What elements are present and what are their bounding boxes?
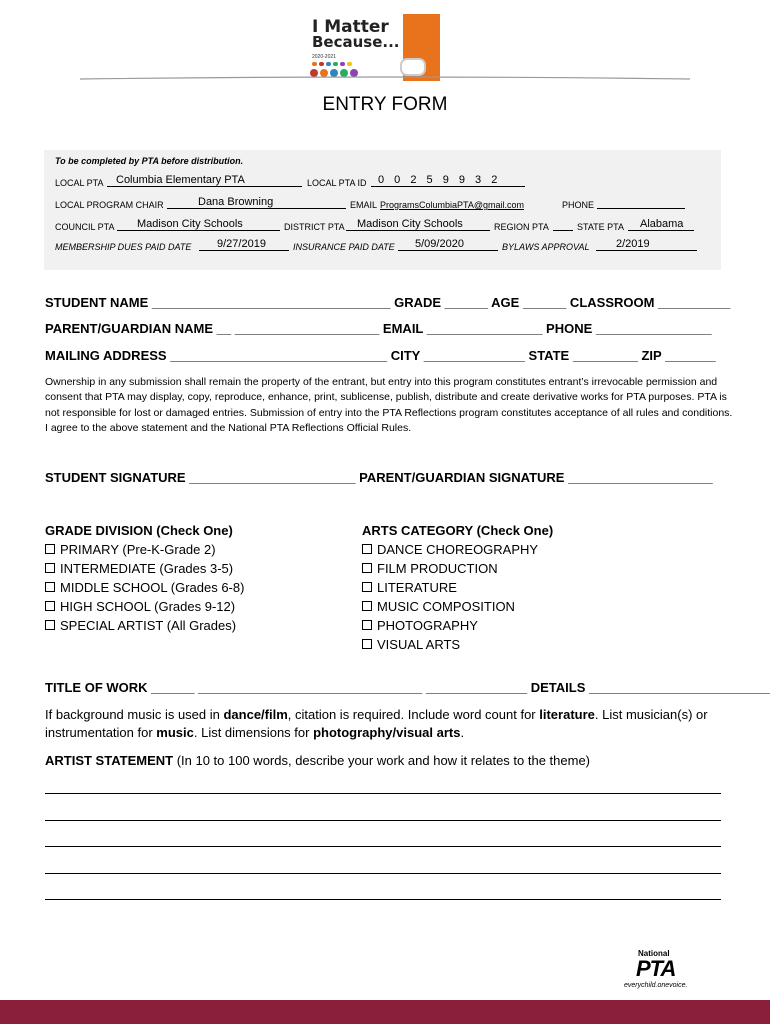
insurance-label: INSURANCE PAID DATE	[293, 242, 395, 252]
program-chair-underline	[167, 208, 346, 209]
arts-option[interactable]: PHOTOGRAPHY	[362, 618, 478, 633]
grade-division-heading: GRADE DIVISION (Check One)	[45, 523, 233, 538]
glasses-icon	[400, 58, 426, 76]
email-label: EMAIL	[350, 200, 378, 210]
logo-pta: PTA	[636, 956, 676, 981]
region-pta-label: REGION PTA	[494, 222, 549, 232]
checkbox-icon[interactable]	[362, 620, 372, 630]
district-pta-label: DISTRICT PTA	[284, 222, 345, 232]
district-pta-underline	[346, 230, 490, 231]
statement-line[interactable]	[45, 873, 721, 874]
local-pta-id-label: LOCAL PTA ID	[307, 178, 367, 188]
banner-color-dots	[312, 62, 362, 66]
state-pta-underline	[628, 230, 694, 231]
theme-banner	[303, 14, 440, 81]
checkbox-icon[interactable]	[362, 582, 372, 592]
artist-statement-hint: (In 10 to 100 words, describe your work and how it relates to the theme)	[173, 753, 591, 768]
program-chair-label: LOCAL PROGRAM CHAIR	[55, 200, 164, 210]
artist-statement-label: ARTIST STATEMENT	[45, 753, 174, 768]
pta-instruction: To be completed by PTA before distribution.	[55, 156, 244, 166]
arts-option[interactable]: LITERATURE	[362, 580, 457, 595]
grade-option[interactable]: MIDDLE SCHOOL (Grades 6-8)	[45, 580, 244, 595]
bylaws-label: BYLAWS APPROVAL	[502, 242, 590, 252]
insurance-underline	[398, 250, 498, 251]
grade-option[interactable]: SPECIAL ARTIST (All Grades)	[45, 618, 236, 633]
artist-statement-prompt	[45, 752, 590, 770]
dues-underline	[199, 250, 289, 251]
page-title: ENTRY FORM	[322, 94, 448, 115]
header-divider	[80, 76, 690, 80]
banner-line-1: I Matter	[312, 17, 389, 37]
banner-year: 2020-2021	[312, 54, 336, 60]
local-pta-value[interactable]: Columbia Elementary PTA	[116, 174, 245, 186]
program-chair-value[interactable]: Dana Browning	[198, 196, 274, 208]
checkbox-icon[interactable]	[45, 620, 55, 630]
statement-line[interactable]	[45, 820, 721, 821]
dues-label: MEMBERSHIP DUES PAID DATE	[55, 242, 192, 252]
arts-option[interactable]: DANCE CHOREOGRAPHY	[362, 542, 538, 557]
local-pta-label: LOCAL PTA	[55, 178, 104, 188]
checkbox-icon[interactable]	[362, 601, 372, 611]
checkbox-icon[interactable]	[45, 563, 55, 573]
grade-option[interactable]: PRIMARY (Pre-K-Grade 2)	[45, 542, 216, 557]
local-pta-id-value[interactable]: 0 0 2 5 9 9 3 2	[378, 174, 498, 186]
bylaws-underline	[596, 250, 697, 251]
council-pta-label: COUNCIL PTA	[55, 222, 115, 232]
checkbox-icon[interactable]	[362, 544, 372, 554]
phone-label: PHONE	[562, 200, 595, 210]
instructions-text: If background music is used in dance/film, citation is required. Include word count for literature. List musician(s) or instrumentation for music. List dimensions for photography/visual arts.	[45, 707, 708, 740]
national-pta-logo	[624, 949, 704, 991]
region-pta-underline[interactable]	[553, 230, 573, 231]
arts-category-heading: ARTS CATEGORY (Check One)	[362, 523, 554, 538]
signature-row[interactable]: STUDENT SIGNATURE _______________________ PARENT/GUARDIAN SIGNATURE ____________________	[45, 470, 713, 485]
grade-option[interactable]: INTERMEDIATE (Grades 3-5)	[45, 561, 233, 576]
logo-national: National	[638, 949, 670, 958]
grade-option[interactable]: HIGH SCHOOL (Grades 9-12)	[45, 599, 235, 614]
checkbox-icon[interactable]	[362, 639, 372, 649]
email-value[interactable]: ProgramsColumbiaPTA@gmail.com	[380, 200, 525, 210]
bylaws-value[interactable]: 2/2019	[616, 238, 650, 250]
phone-underline[interactable]	[597, 208, 685, 209]
council-pta-underline	[117, 230, 280, 231]
statement-line[interactable]	[45, 899, 721, 900]
parent-guardian-row[interactable]: PARENT/GUARDIAN NAME __ ____________________ EMAIL ________________ PHONE ________________	[45, 321, 712, 336]
arts-option[interactable]: VISUAL ARTS	[362, 637, 460, 652]
statement-line[interactable]	[45, 793, 721, 794]
state-pta-label: STATE PTA	[577, 222, 625, 232]
council-pta-value[interactable]: Madison City Schools	[137, 218, 243, 230]
statement-line[interactable]	[45, 846, 721, 847]
arts-option[interactable]: MUSIC COMPOSITION	[362, 599, 515, 614]
local-pta-id-underline	[371, 186, 525, 187]
checkbox-icon[interactable]	[45, 544, 55, 554]
mailing-address-row[interactable]: MAILING ADDRESS ______________________________ CITY ______________ STATE _________ ZIP _______	[45, 348, 716, 363]
banner-line-2: Because...	[312, 33, 400, 51]
pta-info-section	[44, 150, 721, 270]
local-pta-underline	[107, 186, 302, 187]
checkbox-icon[interactable]	[362, 563, 372, 573]
checkbox-icon[interactable]	[45, 582, 55, 592]
arts-option[interactable]: FILM PRODUCTION	[362, 561, 498, 576]
checkbox-icon[interactable]	[45, 601, 55, 611]
footer-bar	[0, 1000, 770, 1024]
state-pta-value[interactable]: Alabama	[640, 218, 684, 230]
ownership-statement: Ownership in any submission shall remain the property of the entrant, but entry into this program constitutes entrant’s irrevocable permission and consent that PTA may display, copy, reproduce, enhance, print, sublicense, publish, distribute and create derivative works for PTA purposes. PTA is not responsible for lost or damaged entries. Submission of entry into the PTA Reflections program constitutes acceptance of all rules and conditions. I agree to the above statement and the National PTA Reflections Official Rules.	[45, 376, 733, 434]
logo-tagline: everychild.onevoice.	[624, 982, 688, 989]
title-of-work-row[interactable]: TITLE OF WORK ______ _______________________________ ______________ DETAILS _________________________	[45, 680, 770, 695]
student-name-row[interactable]: STUDENT NAME _________________________________ GRADE ______ AGE ______ CLASSROOM __________	[45, 295, 731, 310]
insurance-value[interactable]: 5/09/2020	[415, 238, 464, 250]
dues-value[interactable]: 9/27/2019	[217, 238, 266, 250]
district-pta-value[interactable]: Madison City Schools	[357, 218, 463, 230]
